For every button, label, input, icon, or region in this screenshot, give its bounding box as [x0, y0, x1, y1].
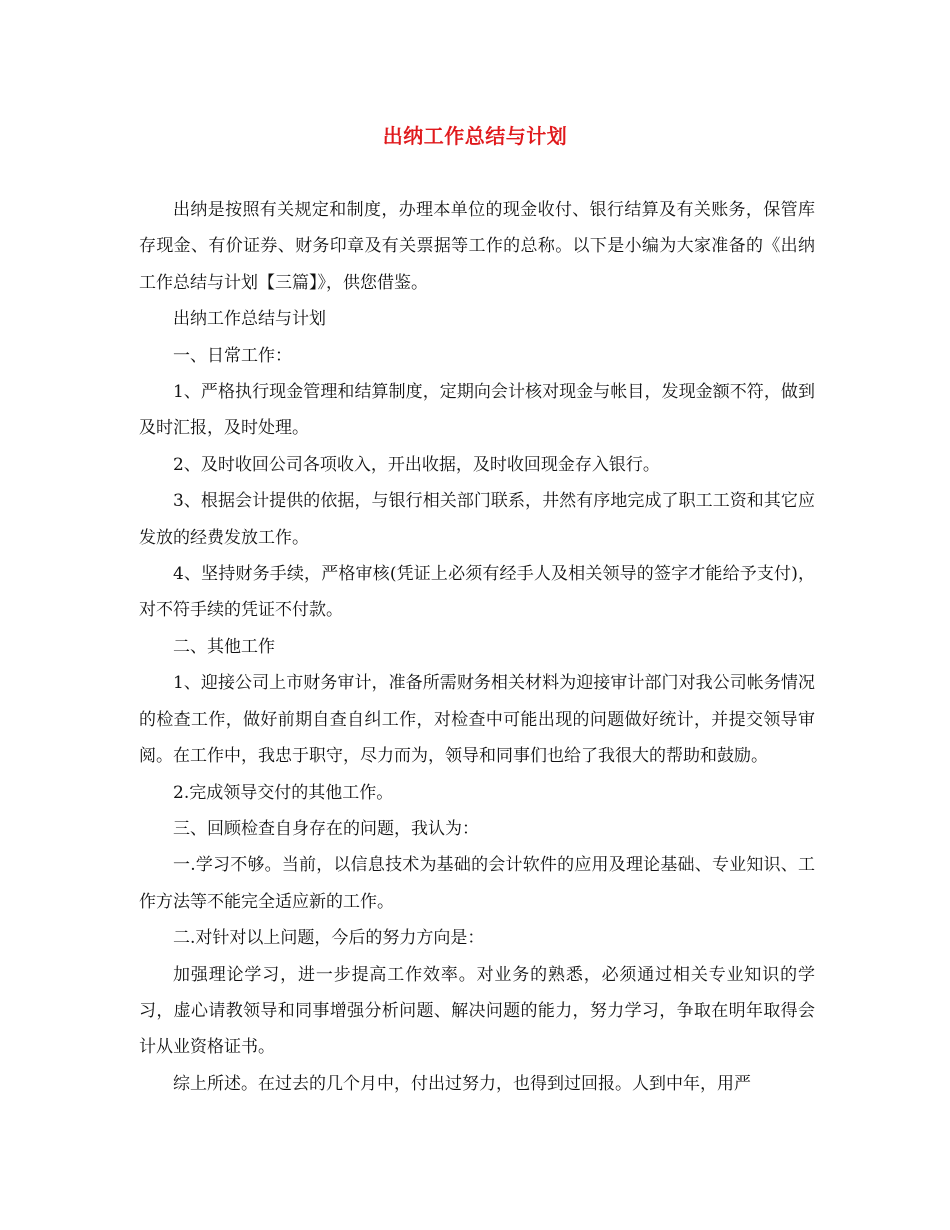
paragraph-conclusion: 综上所述。在过去的几个月中，付出过努力，也得到过回报。人到中年，用严 [173, 1073, 751, 1094]
section-heading-review: 三、回顾检查自身存在的问题，我认为： [173, 818, 479, 839]
paragraph-item: 1、迎接公司上市财务审计，准备所需财务相关材料为迎接审计部门对我公司帐务情况的检查工作，做好前期自查自纠工作，对检查中可能出现的问题做好统计，并提交领导审阅。在工作中，我忠于职守，尽力而为，领导和同事们也给了我很大的帮助和鼓励。 [139, 673, 815, 767]
document-title: 出纳工作总结与计划 [382, 124, 568, 148]
paragraph-item: 4、坚持财务手续，严格审核(凭证上必须有经手人及相关领导的签字才能给予支付)，对不符手续的凭证不付款。 [139, 564, 815, 621]
paragraph-subtitle: 出纳工作总结与计划 [173, 309, 326, 330]
section-heading-daily-work: 一、日常工作： [173, 345, 292, 366]
section-heading-other-work: 二、其他工作 [173, 636, 275, 657]
document-body [139, 192, 815, 1102]
paragraph-item: 加强理论学习，进一步提高工作效率。对业务的熟悉，必须通过相关专业知识的学习，虚心请教领导和同事增强分析问题、解决问题的能力，努力学习，争取在明年取得会计从业资格证书。 [139, 964, 815, 1058]
paragraph-item: 2、及时收回公司各项收入，开出收据，及时收回现金存入银行。 [173, 454, 660, 475]
paragraph-intro: 出纳是按照有关规定和制度，办理本单位的现金收付、银行结算及有关账务，保管库存现金、有价证券、财务印章及有关票据等工作的总称。以下是小编为大家准备的《出纳工作总结与计划【三篇】》，供您借鉴。 [139, 200, 815, 293]
paragraph-item: 3、根据会计提供的依据，与银行相关部门联系，井然有序地完成了职工工资和其它应发放的经费发放工作。 [139, 491, 815, 548]
paragraph-item: 2.完成领导交付的其他工作。 [173, 782, 394, 803]
paragraph-item: 二.对针对以上问题，今后的努力方向是： [173, 928, 485, 949]
paragraph-item: 一.学习不够。当前，以信息技术为基础的会计软件的应用及理论基础、专业知识、工作方法等不能完全适应新的工作。 [139, 855, 815, 912]
paragraph-item: 1、严格执行现金管理和结算制度，定期向会计核对现金与帐目，发现金额不符，做到及时汇报，及时处理。 [139, 382, 815, 439]
